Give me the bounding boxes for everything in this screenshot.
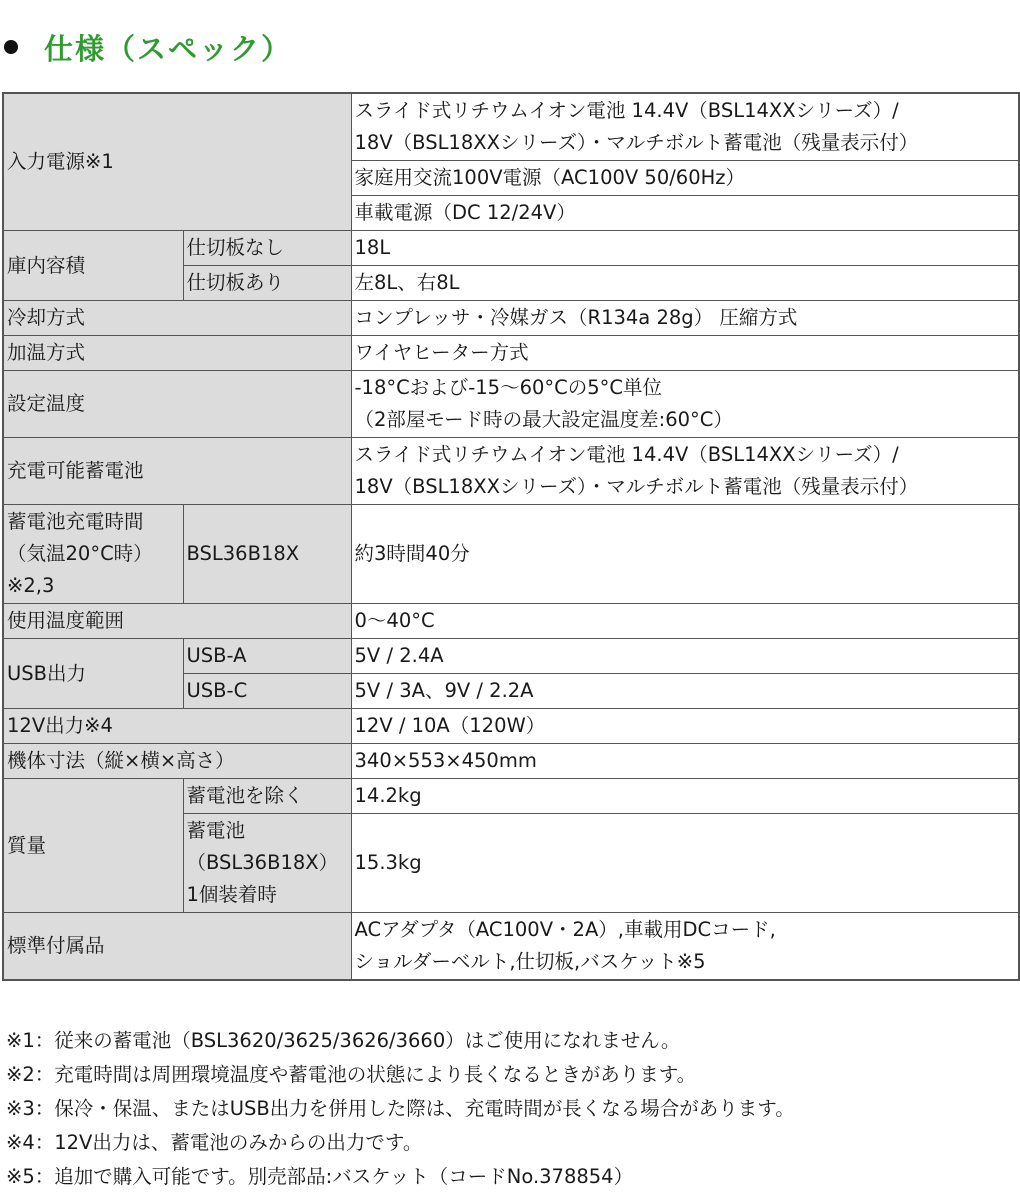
bullet-icon xyxy=(4,40,18,54)
row-value-temp: -18°Cおよび-15～60°Cの5°C単位 （2部屋モード時の最大設定温度差:60°C） xyxy=(351,371,1019,438)
row-value-12v: 12V / 10A（120W） xyxy=(351,709,1019,744)
row-label-temp: 設定温度 xyxy=(3,371,351,438)
sub-label-mass-no-battery: 蓄電池を除く xyxy=(183,779,351,814)
table-row xyxy=(3,639,1019,674)
table-row xyxy=(3,604,1019,639)
table-row xyxy=(3,779,1019,814)
table-row xyxy=(3,93,1019,161)
row-label-capacity: 庫内容積 xyxy=(3,231,183,301)
row-value-power-dc: 車載電源（DC 12/24V） xyxy=(351,196,1019,231)
row-label-accessories: 標準付属品 xyxy=(3,913,351,981)
row-label-usb: USB出力 xyxy=(3,639,183,709)
table-row xyxy=(3,231,1019,266)
row-label-power: 入力電源※1 xyxy=(3,93,351,231)
row-value-op-temp: 0～40°C xyxy=(351,604,1019,639)
page-title: 仕様（スペック） xyxy=(44,31,293,66)
row-value-mass-with-battery: 15.3kg xyxy=(351,814,1019,913)
row-label-charge-time: 蓄電池充電時間 （気温20°C時） ※2,3 xyxy=(3,505,183,604)
row-label-dims: 機体寸法（縦×横×高さ） xyxy=(3,744,351,779)
sub-label-usb-c: USB-C xyxy=(183,674,351,709)
row-value-with-divider: 左8L、右8L xyxy=(351,266,1019,301)
row-label-cooling: 冷却方式 xyxy=(3,301,351,336)
row-value-heating: ワイヤヒーター方式 xyxy=(351,336,1019,371)
table-row xyxy=(3,913,1019,981)
table-row xyxy=(3,301,1019,336)
spec-table xyxy=(2,92,1020,981)
row-value-cooling: コンプレッサ・冷媒ガス（R134a 28g） 圧縮方式 xyxy=(351,301,1019,336)
sub-label-mass-with-battery: 蓄電池 （BSL36B18X） 1個装着時 xyxy=(183,814,351,913)
footnotes xyxy=(6,1024,795,1194)
row-label-mass: 質量 xyxy=(3,779,183,913)
table-row xyxy=(3,371,1019,438)
row-value-accessories: ACアダプタ（AC100V・2A）,車載用DCコード, ショルダーベルト,仕切板,バスケット※5 xyxy=(351,913,1019,981)
row-value-charge-time: 約3時間40分 xyxy=(351,505,1019,604)
sub-label-usb-a: USB-A xyxy=(183,639,351,674)
row-label-12v: 12V出力※4 xyxy=(3,709,351,744)
footnote-2: ※2：充電時間は周囲環境温度や蓄電池の状態により長くなるときがあります。 xyxy=(6,1063,697,1086)
sub-label-with-divider: 仕切板あり xyxy=(183,266,351,301)
table-row xyxy=(3,438,1019,505)
row-value-mass-no-battery: 14.2kg xyxy=(351,779,1019,814)
footnote-1: ※1：従来の蓄電池（BSL3620/3625/3626/3660）はご使用になれません。 xyxy=(6,1029,681,1052)
footnote-5: ※5：追加で購入可能です。別売部品:バスケット（コードNo.378854） xyxy=(6,1165,634,1188)
row-value-power-battery: スライド式リチウムイオン電池 14.4V（BSL14XXシリーズ）/ 18V（BSL18XXシリーズ）・マルチボルト蓄電池（残量表示付） xyxy=(351,93,1019,161)
row-value-dims: 340×553×450mm xyxy=(351,744,1019,779)
row-value-usb-c: 5V / 3A、9V / 2.2A xyxy=(351,674,1019,709)
row-label-battery: 充電可能蓄電池 xyxy=(3,438,351,505)
row-value-no-divider: 18L xyxy=(351,231,1019,266)
table-row xyxy=(3,336,1019,371)
table-row xyxy=(3,744,1019,779)
table-row xyxy=(3,505,1019,604)
row-value-usb-a: 5V / 2.4A xyxy=(351,639,1019,674)
section-heading xyxy=(0,22,292,72)
row-value-power-ac: 家庭用交流100V電源（AC100V 50/60Hz） xyxy=(351,161,1019,196)
row-label-heating: 加温方式 xyxy=(3,336,351,371)
sub-label-no-divider: 仕切板なし xyxy=(183,231,351,266)
row-value-battery: スライド式リチウムイオン電池 14.4V（BSL14XXシリーズ）/ 18V（BSL18XXシリーズ）・マルチボルト蓄電池（残量表示付） xyxy=(351,438,1019,505)
table-row xyxy=(3,709,1019,744)
row-label-op-temp: 使用温度範囲 xyxy=(3,604,351,639)
footnote-3: ※3：保冷・保温、またはUSB出力を併用した際は、充電時間が長くなる場合があります。 xyxy=(6,1097,795,1120)
sub-label-charge-model: BSL36B18X xyxy=(183,505,351,604)
footnote-4: ※4：12V出力は、蓄電池のみからの出力です。 xyxy=(6,1131,423,1154)
